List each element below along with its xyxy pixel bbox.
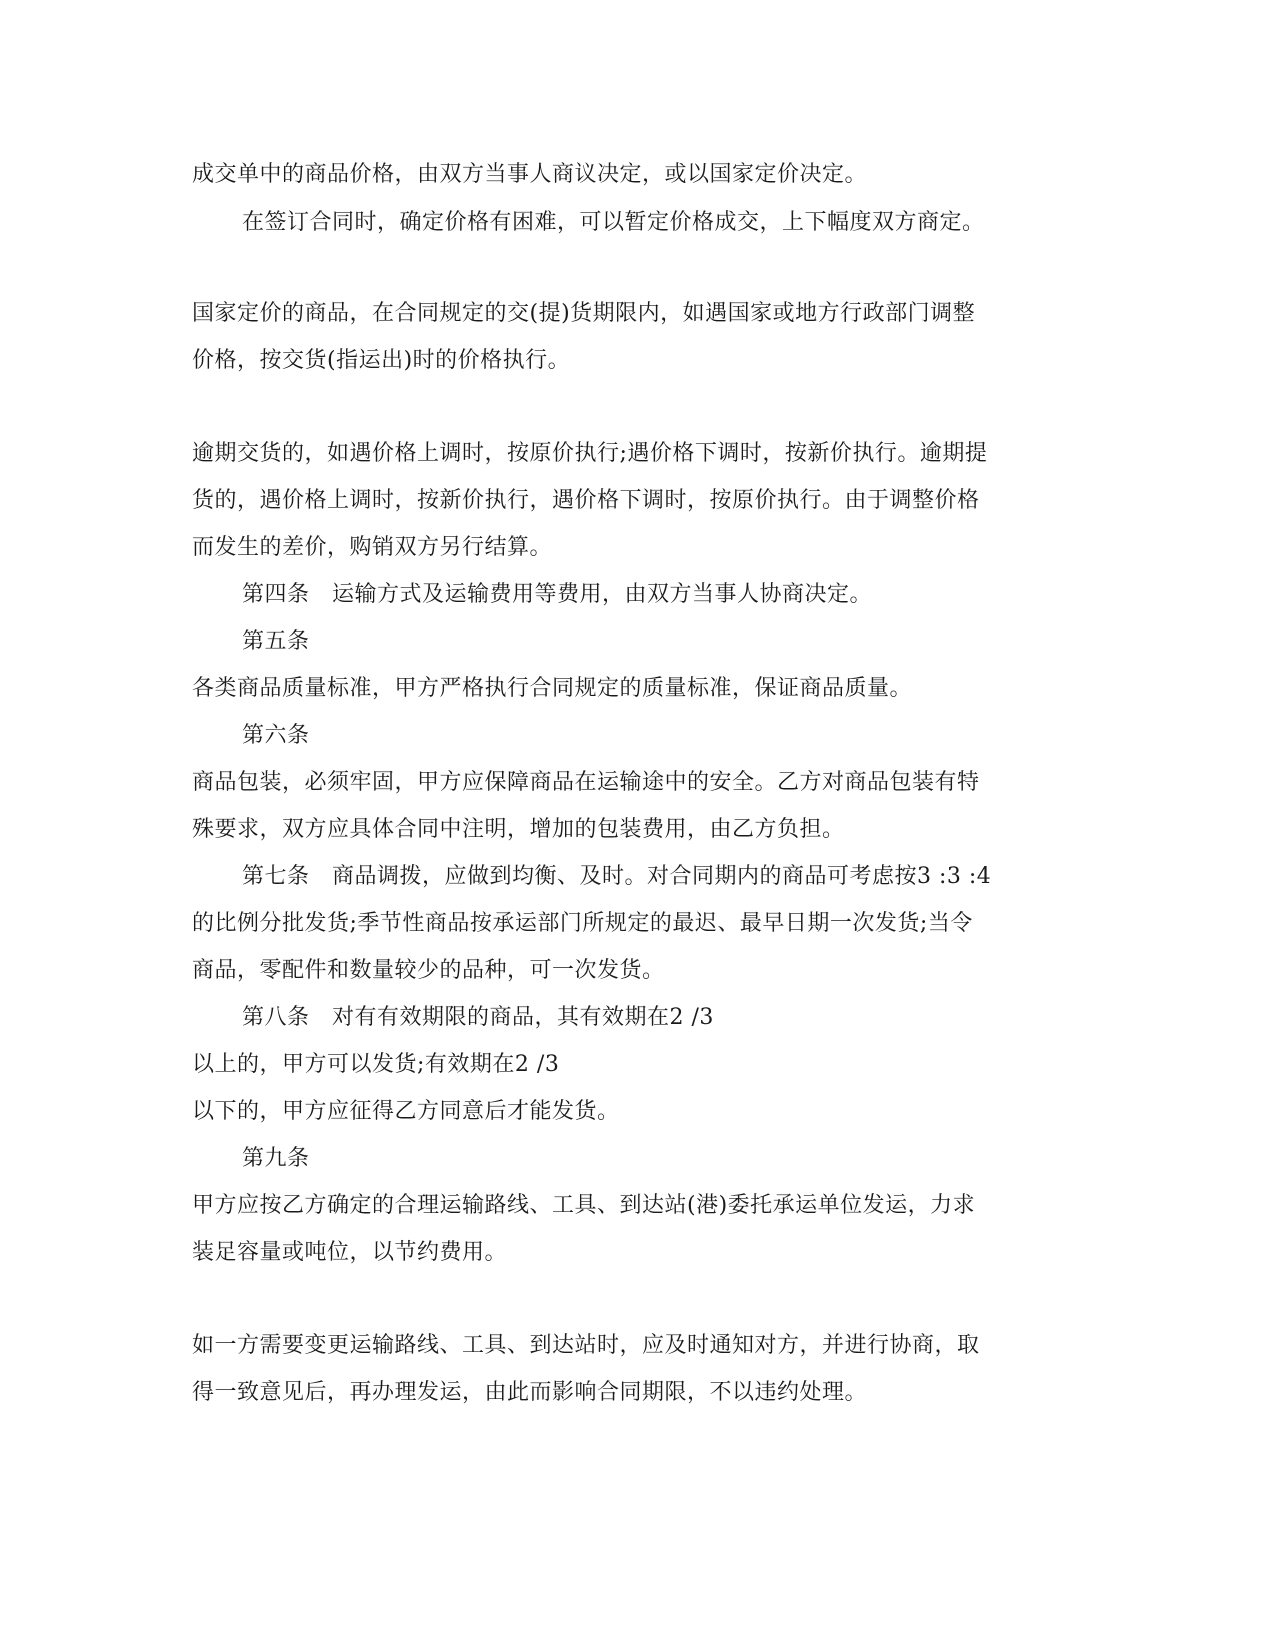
article-heading: 第四条 运输方式及运输费用等费用，由双方当事人协商决定。: [242, 582, 873, 607]
text-line: 商品包装，必须牢固，甲方应保障商品在运输途中的安全。乙方对商品包装有特: [192, 770, 980, 795]
text-line: 装足容量或吨位，以节约费用。: [192, 1240, 508, 1265]
text-line: 殊要求，双方应具体合同中注明，增加的包装费用，由乙方负担。: [192, 817, 845, 842]
text-line: 以上的，甲方可以发货;有效期在2 /3: [192, 1052, 560, 1077]
text-line: 各类商品质量标准，甲方严格执行合同规定的质量标准，保证商品质量。: [192, 676, 913, 701]
text-line: 而发生的差价，购销双方另行结算。: [192, 535, 553, 560]
text-line: 以下的，甲方应征得乙方同意后才能发货。: [192, 1099, 620, 1124]
text-line: 在签订合同时，确定价格有困难，可以暂定价格成交，上下幅度双方商定。: [242, 210, 985, 235]
text-line: 甲方应按乙方确定的合理运输路线、工具、到达站(港)委托承运单位发运，力求: [192, 1193, 976, 1218]
text-line: 商品，零配件和数量较少的品种，可一次发货。: [192, 958, 665, 983]
text-line: 得一致意见后，再办理发运，由此而影响合同期限，不以违约处理。: [192, 1380, 868, 1405]
text-line: 逾期交货的，如遇价格上调时，按原价执行;遇价格下调时，按新价执行。逾期提: [192, 441, 988, 466]
text-line: 成交单中的商品价格，由双方当事人商议决定，或以国家定价决定。: [192, 162, 868, 187]
text-line: 货的，遇价格上调时，按新价执行，遇价格下调时，按原价执行。由于调整价格: [192, 488, 980, 513]
text-line: 价格，按交货(指运出)时的价格执行。: [192, 348, 571, 373]
article-heading: 第八条 对有有效期限的商品，其有效期在2 /3: [242, 1005, 714, 1030]
article-heading: 第五条: [242, 629, 310, 654]
article-heading: 第七条 商品调拨，应做到均衡、及时。对合同期内的商品可考虑按3 :3 :4: [242, 864, 992, 889]
text-line: 如一方需要变更运输路线、工具、到达站时，应及时通知对方，并进行协商，取: [192, 1333, 980, 1358]
text-line: 的比例分批发货;季节性商品按承运部门所规定的最迟、最早日期一次发货;当令: [192, 911, 973, 936]
article-heading: 第六条: [242, 723, 310, 748]
article-heading: 第九条: [242, 1146, 310, 1171]
text-line: 国家定价的商品，在合同规定的交(提)货期限内，如遇国家或地方行政部门调整: [192, 301, 976, 326]
